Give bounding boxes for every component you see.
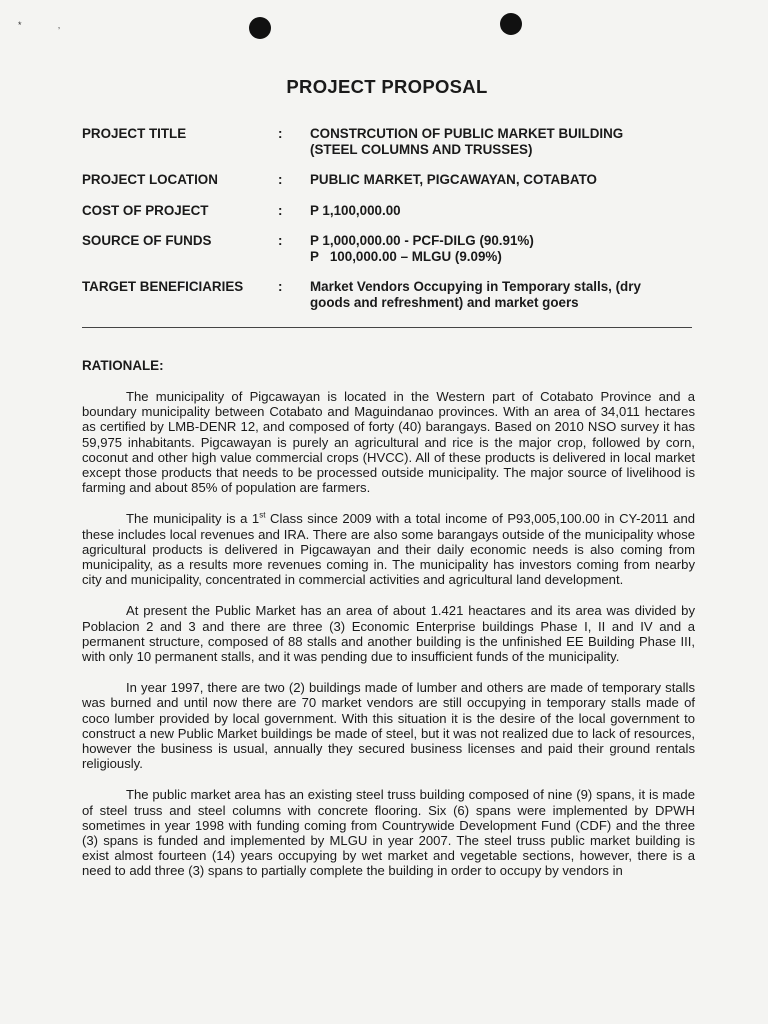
punch-hole-left [249, 17, 271, 39]
field-value-line: P 100,000.00 – MLGU (9.09%) [310, 249, 502, 264]
field-label: COST OF PROJECT [82, 203, 209, 218]
field-value [310, 203, 702, 219]
field-target-beneficiaries [82, 279, 702, 313]
paragraph-text: Class since 2009 with a total income of P93,005,100.00 in CY-2011 and these includes local revenues and IRA. There are also some barangays outside of the municipality whose agricultural products is delivered in Pigcawayan and their daily economic needs is also coming from municipality, as a results more revenues coming in. The municipality has investors coming from nearby city and municipality, concentrated in commercial activities and agricultural land development. [82, 511, 696, 588]
scan-speck: * [18, 20, 22, 30]
field-value-line: P 1,000,000.00 - PCF-DILG (90.91%) [310, 233, 534, 248]
field-project-title [82, 126, 702, 172]
horizontal-divider [82, 327, 692, 328]
rationale-heading: RATIONALE: [82, 358, 164, 373]
field-label: PROJECT TITLE [82, 126, 187, 141]
field-value-line: (STEEL COLUMNS AND TRUSSES) [310, 142, 533, 157]
rationale-paragraph: The public market area has an existing steel truss building composed of nine (9) spans, it is made of steel truss and steel columns with concrete flooring. Six (6) spans were implemented by DPWH sometimes in year 1998 with funding coming from Countrywide Development Fund (CDF) and the three (3) spans is funded and implemented by MLGU in year 2007. The steel truss public market building is exist almost fourteen (14) years occupying by wet market and vegetable sections, however, there is a need to add three (3) spans to partially complete the building in order to occupy by vendors in [82, 787, 695, 879]
paragraph-text: The municipality is a 1 [126, 511, 260, 527]
field-value [310, 126, 702, 158]
field-colon: : [278, 126, 283, 141]
rationale-paragraph: At present the Public Market has an area of about 1.421 heactares and its area was divided by Poblacion 2 and 3 and there are three (3) Economic Enterprise buildings Phase I, II and IV and a permanent structure, composed of 88 stalls and another building is the unfinished EE Building Phase III, with only 10 permanent stalls, and it was pending due to insufficient funds of the municipality. [82, 603, 695, 665]
field-value [310, 172, 702, 188]
field-colon: : [278, 233, 283, 248]
project-info-table [82, 126, 702, 313]
rationale-paragraph: In year 1997, there are two (2) buildings made of lumber and others are made of temporary stalls was burned and until now there are 70 market vendors are still occupying in temporary stalls made of coco lumber provided by local government. With this situation it is the desire of the local government to construct a new Public Market buildings be made of steel, but it was not realized due to lack of resources, however the business is usual, annually they secured business licenses and paid their ground rentals religiously. [82, 680, 695, 772]
scan-speck: ‚ [58, 20, 60, 30]
field-project-location [82, 172, 702, 203]
field-colon: : [278, 172, 283, 187]
punch-hole-right [500, 13, 522, 35]
field-label: SOURCE OF FUNDS [82, 233, 212, 248]
field-value-line: Market Vendors Occupying in Temporary stalls, (dry [310, 279, 641, 294]
field-value-line: P 1,100,000.00 [310, 203, 401, 218]
field-label: PROJECT LOCATION [82, 172, 218, 187]
field-value [310, 233, 702, 265]
field-source-of-funds [82, 233, 702, 279]
field-value-line: PUBLIC MARKET, PIGCAWAYAN, COTABATO [310, 172, 597, 187]
document-title: PROJECT PROPOSAL [286, 76, 488, 97]
field-label: TARGET BENEFICIARIES [82, 279, 244, 294]
field-colon: : [278, 203, 283, 218]
field-value-line: CONSTRCUTION OF PUBLIC MARKET BUILDING [310, 126, 624, 141]
rationale-paragraph: The municipality of Pigcawayan is located in the Western part of Cotabato Province and a boundary municipality between Cotabato and Maguindanao provinces. With an area of 34,011 hectares as certified by LMB-DENR 12, and composed of forty (40) barangays. Based on 2010 NSO survey it has 59,975 inhabitants. Pigcawayan is purely an agricultural and rice is the major crop, followed by corn, coconut and other high value commercial crops (HVCC). All of these products is delivered in local market except those products that needs to be processed outside municipality. The major source of livelihood is farming and about 85% of population are farmers. [82, 389, 695, 496]
ordinal-superscript: st [259, 511, 266, 521]
field-colon: : [278, 279, 283, 294]
field-value-line: goods and refreshment) and market goers [310, 295, 579, 310]
field-cost-of-project [82, 203, 702, 233]
rationale-paragraph [82, 511, 695, 587]
rationale-body [82, 389, 695, 895]
field-value [310, 279, 702, 311]
